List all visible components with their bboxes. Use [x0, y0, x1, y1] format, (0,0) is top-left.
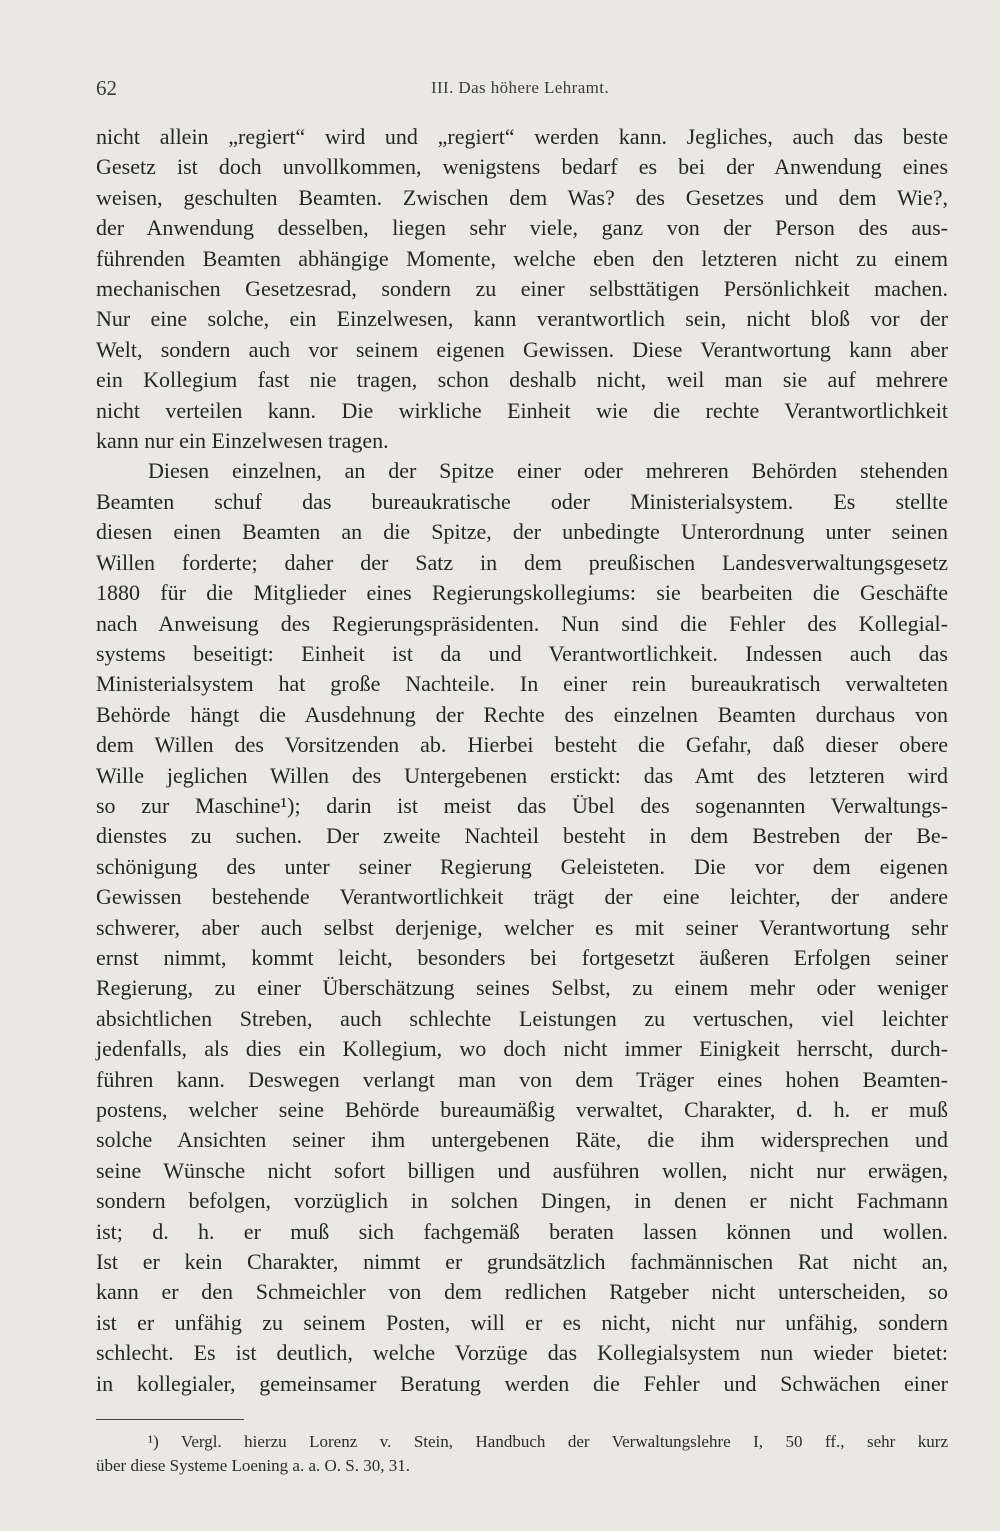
body-text-line: führenden Beamten abhängige Momente, welche eben den letzteren nicht zu einem — [96, 245, 948, 271]
page-header — [96, 76, 944, 102]
body-text-line: schönigung des unter seiner Regierung Geleisteten. Die vor dem eigenen — [96, 853, 948, 879]
body-text-line: dem Willen des Vorsitzenden ab. Hierbei besteht die Gefahr, daß dieser obere — [96, 732, 948, 758]
body-text-line: dienstes zu suchen. Der zweite Nachteil besteht in dem Bestreben der Be- — [96, 823, 948, 849]
footnote-line: über diese Systeme Loening a. a. O. S. 30, 31. — [96, 1456, 410, 1475]
running-head: III. Das höhere Lehramt. — [430, 78, 610, 97]
body-text-line: postens, welcher seine Behörde bureaumäßig verwaltet, Charakter, d. h. er muß — [96, 1097, 948, 1122]
footnotes — [96, 1430, 948, 1478]
body-text-line: kann nur ein Einzelwesen tragen. — [96, 428, 389, 454]
body-text-line: diesen einen Beamten an die Spitze, der unbedingte Unterordnung unter seinen — [96, 519, 948, 545]
body-text — [96, 122, 948, 1399]
body-text-line: jedenfalls, als dies ein Kollegium, wo doch nicht immer Einigkeit herrscht, durch- — [96, 1036, 948, 1062]
footnote-line: ¹) Vergl. hierzu Lorenz v. Stein, Handbuch der Verwaltungslehre I, 50 ff., sehr kurz — [148, 1432, 948, 1451]
body-text-line: seine Wünsche nicht sofort billigen und ausführen wollen, nicht nur erwägen, — [96, 1157, 948, 1183]
body-text-line: Beamten schuf das bureaukratische oder Ministerialsystem. Es stellte — [96, 488, 948, 514]
body-text-line: schlecht. Es ist deutlich, welche Vorzüge das Kollegialsystem nun wieder bietet: — [96, 1340, 948, 1366]
body-text-line: Gewissen bestehende Verantwortlichkeit trägt der eine leichter, der andere — [96, 884, 948, 910]
body-text-line: Behörde hängt die Ausdehnung der Rechte des einzelnen Beamten durchaus von — [96, 701, 948, 727]
page-number: 62 — [96, 76, 117, 100]
body-text-line: Nur eine solche, ein Einzelwesen, kann verantwortlich sein, nicht bloß vor der — [96, 306, 948, 332]
body-text-line: nicht verteilen kann. Die wirkliche Einheit wie die rechte Verantwortlichkeit — [96, 397, 948, 423]
body-text-line: ist er unfähig zu seinem Posten, will er es nicht, nicht nur unfähig, sondern — [96, 1309, 948, 1335]
body-text-line: mechanischen Gesetzesrad, sondern zu einer selbsttätigen Persönlichkeit machen. — [96, 276, 948, 302]
footnote-rule — [96, 1419, 244, 1420]
body-text-line: 1880 für die Mitglieder eines Regierungskollegiums: sie bearbeiten die Geschäfte — [96, 580, 948, 606]
body-text-line: ernst nimmt, kommt leicht, besonders bei fortgesetzt äußeren Erfolgen seiner — [96, 944, 948, 970]
body-text-line: Ministerialsystem hat große Nachteile. In einer rein bureaukratisch verwalteten — [96, 671, 948, 697]
body-text-line: kann er den Schmeichler von dem redlichen Ratgeber nicht unterscheiden, so — [96, 1279, 948, 1305]
body-text-line: ein Kollegium fast nie tragen, schon deshalb nicht, weil man sie auf mehrere — [96, 367, 948, 393]
body-text-line: weisen, geschulten Beamten. Zwischen dem Was? des Gesetzes und dem Wie?, — [96, 184, 948, 210]
body-text-line: Wille jeglichen Willen des Untergebenen erstickt: das Amt des letzteren wird — [96, 762, 948, 788]
body-text-line: Willen forderte; daher der Satz in dem preußischen Landesverwaltungsgesetz — [96, 549, 948, 575]
body-text-line: führen kann. Deswegen verlangt man von dem Träger eines hohen Beamten- — [96, 1066, 948, 1092]
body-text-line: Regierung, zu einer Überschätzung seines Selbst, zu einem mehr oder weniger — [96, 975, 948, 1001]
body-text-line: solche Ansichten seiner ihm untergebenen Räte, die ihm widersprechen und — [96, 1127, 948, 1153]
body-text-line: in kollegialer, gemeinsamer Beratung werden die Fehler und Schwächen einer — [96, 1370, 948, 1396]
body-text-line: Ist er kein Charakter, nimmt er grundsätzlich fachmännischen Rat nicht an, — [96, 1249, 948, 1275]
body-text-line: nicht allein „regiert“ wird und „regiert“ werden kann. Jegliches, auch das beste — [96, 124, 948, 149]
body-text-line: Welt, sondern auch vor seinem eigenen Gewissen. Diese Verantwortung kann aber — [96, 336, 948, 362]
body-text-line: absichtlichen Streben, auch schlechte Leistungen zu vertuschen, viel leichter — [96, 1005, 948, 1031]
body-text-line: systems beseitigt: Einheit ist da und Verantwortlichkeit. Indessen auch das — [96, 640, 948, 666]
body-text-line: Gesetz ist doch unvollkommen, wenigstens bedarf es bei der Anwendung eines — [96, 154, 948, 180]
body-text-line: nach Anweisung des Regierungspräsidenten. Nun sind die Fehler des Kollegial- — [96, 610, 948, 636]
body-text-line: Diesen einzelnen, an der Spitze einer oder mehreren Behörden stehenden — [148, 458, 948, 484]
body-text-line: der Anwendung desselben, liegen sehr viele, ganz von der Person des aus- — [96, 215, 948, 241]
body-text-line: so zur Maschine¹); darin ist meist das Übel des sogenannten Verwaltungs- — [96, 792, 948, 818]
body-text-line: schwerer, aber auch selbst derjenige, welcher es mit seiner Verantwortung sehr — [96, 914, 948, 940]
body-text-line: sondern befolgen, vorzüglich in solchen Dingen, in denen er nicht Fachmann — [96, 1188, 948, 1214]
body-text-line: ist; d. h. er muß sich fachgemäß beraten lassen können und wollen. — [96, 1218, 948, 1244]
